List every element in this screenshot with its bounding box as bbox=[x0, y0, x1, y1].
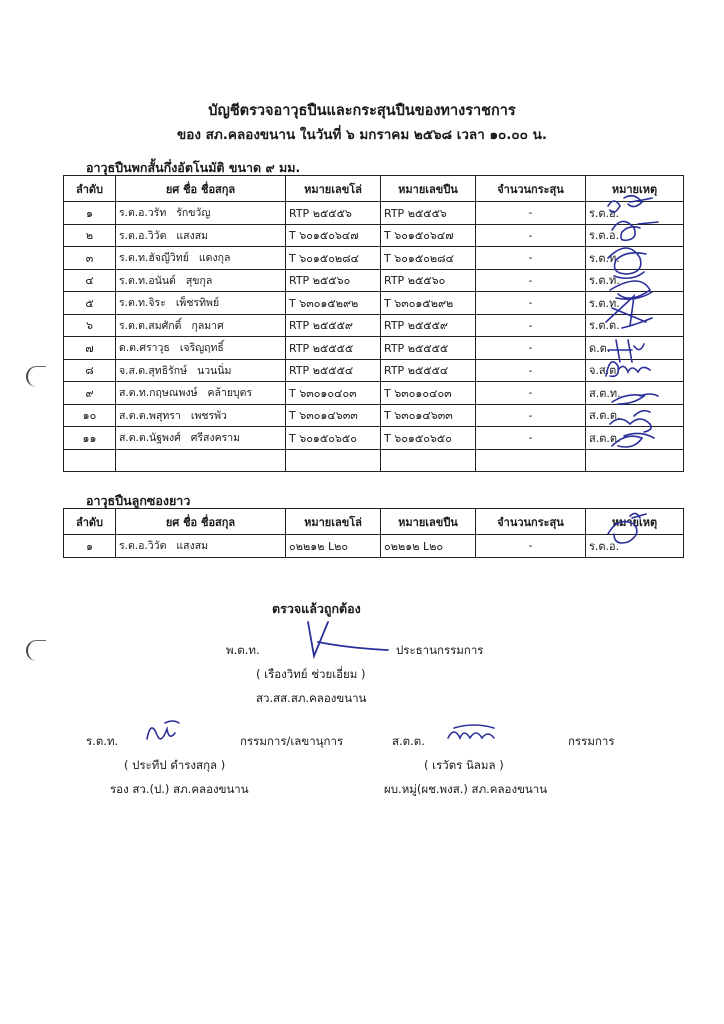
col-header-no: ลำดับ bbox=[64, 176, 116, 202]
row-shield-number: T ๖๓๐๑๐๔๐๓ bbox=[286, 382, 381, 405]
col-header-shield: หมายเลขโล่ bbox=[286, 509, 381, 535]
row-number: ๘ bbox=[64, 359, 116, 382]
row-name bbox=[116, 359, 286, 382]
row-rank-name: ร.ต.ต.สมศักดิ์ bbox=[119, 319, 182, 332]
row-number: ๔ bbox=[64, 269, 116, 292]
member-signature bbox=[440, 720, 510, 750]
row-note: ร.ต.ท. bbox=[586, 247, 684, 270]
empty-cell bbox=[476, 449, 586, 472]
col-header-ammo: จำนวนกระสุน bbox=[476, 509, 586, 535]
row-gun-number: T ๖๐๑๕๐๒๘๔ bbox=[381, 247, 476, 270]
row-rank-name: ส.ต.ต.นัฐพงศ์ bbox=[119, 432, 181, 445]
row-surname: รักขวัญ bbox=[176, 207, 211, 220]
col-header-shield: หมายเลขโล่ bbox=[286, 176, 381, 202]
row-ammo: - bbox=[476, 337, 586, 360]
row-name bbox=[116, 202, 286, 225]
row-number: ๑๑ bbox=[64, 427, 116, 450]
row-rank-name: ร.ต.ท.อนันต์ bbox=[119, 274, 176, 287]
row-gun-number: T ๖๐๑๕๐๖๔๗ bbox=[381, 224, 476, 247]
punch-hole-bottom bbox=[26, 640, 46, 661]
row-gun-number: ๐๒๒๑๒ L๒๐ bbox=[381, 535, 476, 558]
row-number: ๕ bbox=[64, 292, 116, 315]
row-ammo: - bbox=[476, 382, 586, 405]
col-header-gun: หมายเลขปืน bbox=[381, 509, 476, 535]
row-gun-number: RTP ๒๕๕๕๙ bbox=[381, 314, 476, 337]
row-note: ส.ต.ต. bbox=[586, 404, 684, 427]
col-header-gun: หมายเลขปืน bbox=[381, 176, 476, 202]
row-shield-number: RTP ๒๕๕๕๖ bbox=[286, 202, 381, 225]
table-row-empty bbox=[64, 449, 684, 472]
row-rank-name: ด.ต.ศราวุธ bbox=[119, 342, 170, 355]
row-ammo: - bbox=[476, 292, 586, 315]
row-rank-name: ร.ต.อ.วิวัต bbox=[119, 229, 167, 242]
row-note: ร.ต.อ. bbox=[586, 535, 684, 558]
col-header-name: ยศ ชื่อ ชื่อสกุล bbox=[116, 176, 286, 202]
row-surname: นวนนิ่ม bbox=[197, 364, 232, 377]
table-row bbox=[64, 535, 684, 558]
row-number: ๒ bbox=[64, 224, 116, 247]
row-gun-number: T ๖๓๐๑๕๒๙๒ bbox=[381, 292, 476, 315]
row-ammo: - bbox=[476, 202, 586, 225]
row-surname: เจริญฤทธิ์ bbox=[179, 342, 224, 355]
table-row bbox=[64, 337, 684, 360]
row-rank-name: ส.ต.ต.พสุทรา bbox=[119, 409, 181, 422]
row-note: จ.ส.ต. bbox=[586, 359, 684, 382]
row-name bbox=[116, 314, 286, 337]
row-gun-number: RTP ๒๕๕๕๖ bbox=[381, 202, 476, 225]
row-surname: แสงสม bbox=[176, 229, 209, 242]
table-row bbox=[64, 202, 684, 225]
row-gun-number: RTP ๒๕๕๕๕ bbox=[381, 337, 476, 360]
row-note: ร.ต.อ. bbox=[586, 224, 684, 247]
col-header-note: หมายเหตุ bbox=[586, 176, 684, 202]
row-ammo: - bbox=[476, 269, 586, 292]
row-number: ๖ bbox=[64, 314, 116, 337]
row-number: ๑ bbox=[64, 202, 116, 225]
secretary-rank: ร.ต.ท. bbox=[86, 734, 119, 748]
row-number: ๙ bbox=[64, 382, 116, 405]
table-row bbox=[64, 269, 684, 292]
empty-cell bbox=[381, 449, 476, 472]
chair-signature bbox=[268, 616, 398, 662]
table-header-row bbox=[64, 509, 684, 535]
row-shield-number: RTP ๒๕๕๕๕ bbox=[286, 337, 381, 360]
row-rank-name: ร.ต.ท.จิระ bbox=[119, 297, 166, 310]
row-number: ๓ bbox=[64, 247, 116, 270]
table-row bbox=[64, 292, 684, 315]
row-name bbox=[116, 224, 286, 247]
row-number: ๑๐ bbox=[64, 404, 116, 427]
empty-cell bbox=[64, 449, 116, 472]
secretary-position: รอง สว.(ป.) สภ.คลองขนาน bbox=[110, 782, 249, 796]
row-surname: สุขกุล bbox=[185, 274, 213, 287]
row-name bbox=[116, 269, 286, 292]
row-shield-number: T ๖๐๑๕๐๖๕๐ bbox=[286, 427, 381, 450]
row-name bbox=[116, 337, 286, 360]
row-ammo: - bbox=[476, 404, 586, 427]
row-shield-number: RTP ๒๕๕๕๔ bbox=[286, 359, 381, 382]
pistol-table bbox=[63, 175, 684, 472]
chair-rank: พ.ต.ท. bbox=[226, 643, 260, 657]
row-ammo: - bbox=[476, 314, 586, 337]
row-ammo: - bbox=[476, 359, 586, 382]
row-name bbox=[116, 292, 286, 315]
secretary-role: กรรมการ/เลขานุการ bbox=[240, 734, 344, 748]
row-surname: แดงกุล bbox=[198, 252, 231, 265]
row-name bbox=[116, 535, 286, 558]
row-ammo: - bbox=[476, 224, 586, 247]
row-shield-number: T ๖๐๑๕๐๒๘๔ bbox=[286, 247, 381, 270]
row-rank-name: ร.ต.ท.ฮัจญีวิทย์ bbox=[119, 252, 189, 265]
secretary-name: ( ประทีป ดำรงสกุล ) bbox=[124, 758, 226, 772]
row-gun-number: T ๖๓๐๑๐๔๐๓ bbox=[381, 382, 476, 405]
row-note: ร.ต.ต. bbox=[586, 314, 684, 337]
row-note: ร.ต.อ. bbox=[586, 202, 684, 225]
row-rank-name: จ.ส.ต.สุทธิรักษ์ bbox=[119, 364, 188, 377]
row-rank-name: ร.ต.อ.วรัท bbox=[119, 207, 167, 220]
row-surname: ศรีสงคราม bbox=[190, 432, 241, 445]
row-gun-number: RTP ๒๕๕๕๔ bbox=[381, 359, 476, 382]
verified-label: ตรวจแล้วถูกต้อง bbox=[272, 601, 361, 616]
row-ammo: - bbox=[476, 247, 586, 270]
row-note: ร.ต.ท. bbox=[586, 269, 684, 292]
member-name: ( เรวัตร นิลมล ) bbox=[424, 758, 504, 772]
row-shield-number: RTP ๒๕๕๕๙ bbox=[286, 314, 381, 337]
section1-heading: อาวุธปืนพกสั้นกึ่งอัตโนมัติ ขนาด ๙ มม. bbox=[86, 160, 301, 175]
row-gun-number: T ๖๓๐๑๔๖๓๓ bbox=[381, 404, 476, 427]
row-rank-name: ร.ต.อ.วิวัต bbox=[119, 540, 167, 553]
row-gun-number: RTP ๒๕๕๖๐ bbox=[381, 269, 476, 292]
row-note: ด.ต. bbox=[586, 337, 684, 360]
row-note: ส.ต.ต. bbox=[586, 427, 684, 450]
chair-position: สว.สส.สภ.คลองขนาน bbox=[256, 691, 367, 705]
row-shield-number: T ๖๓๐๑๔๖๓๓ bbox=[286, 404, 381, 427]
member-rank: ส.ต.ต. bbox=[392, 734, 425, 748]
row-shield-number: RTP ๒๕๕๖๐ bbox=[286, 269, 381, 292]
empty-cell bbox=[286, 449, 381, 472]
row-note: ส.ต.ท. bbox=[586, 382, 684, 405]
row-surname: กุลมาศ bbox=[191, 319, 224, 332]
document-title: บัญชีตรวจอาวุธปืนและกระสุนปืนของทางราชการ bbox=[208, 103, 516, 119]
row-note: ร.ต.ท. bbox=[586, 292, 684, 315]
secretary-signature bbox=[135, 713, 205, 753]
section2-heading: อาวุธปืนลูกซองยาว bbox=[86, 493, 191, 508]
shotgun-table bbox=[63, 508, 684, 558]
row-name bbox=[116, 247, 286, 270]
chair-name: ( เรืองวิทย์ ช่วยเอี่ยม ) bbox=[256, 667, 366, 681]
col-header-ammo: จำนวนกระสุน bbox=[476, 176, 586, 202]
punch-hole-top bbox=[26, 366, 46, 387]
row-shield-number: T ๖๓๐๑๕๒๙๒ bbox=[286, 292, 381, 315]
row-shield-number: ๐๒๒๑๒ L๒๐ bbox=[286, 535, 381, 558]
empty-cell bbox=[586, 449, 684, 472]
member-position: ผบ.หมู่(ผช.พงส.) สภ.คลองขนาน bbox=[384, 782, 548, 796]
row-name bbox=[116, 404, 286, 427]
col-header-no: ลำดับ bbox=[64, 509, 116, 535]
table-row bbox=[64, 247, 684, 270]
row-gun-number: T ๖๐๑๕๐๖๕๐ bbox=[381, 427, 476, 450]
table-row bbox=[64, 404, 684, 427]
row-number: ๑ bbox=[64, 535, 116, 558]
row-surname: คล้ายบุตร bbox=[207, 387, 253, 400]
row-number: ๗ bbox=[64, 337, 116, 360]
row-name bbox=[116, 427, 286, 450]
row-name bbox=[116, 382, 286, 405]
table-row bbox=[64, 314, 684, 337]
row-shield-number: T ๖๐๑๕๐๖๔๗ bbox=[286, 224, 381, 247]
table-row bbox=[64, 359, 684, 382]
empty-cell bbox=[116, 449, 286, 472]
col-header-name: ยศ ชื่อ ชื่อสกุล bbox=[116, 509, 286, 535]
member-role: กรรมการ bbox=[568, 734, 615, 748]
col-header-note: หมายเหตุ bbox=[586, 509, 684, 535]
row-ammo: - bbox=[476, 427, 586, 450]
row-surname: เพชรพัว bbox=[190, 409, 227, 422]
chair-role: ประธานกรรมการ bbox=[396, 643, 484, 657]
table-row bbox=[64, 382, 684, 405]
row-surname: เพ็ชรทิพย์ bbox=[175, 297, 220, 310]
table-row bbox=[64, 427, 684, 450]
row-ammo: - bbox=[476, 535, 586, 558]
table-row bbox=[64, 224, 684, 247]
table-header-row bbox=[64, 176, 684, 202]
row-surname: แสงสม bbox=[176, 540, 209, 553]
document-subtitle: ของ สภ.คลองขนาน ในวันที่ ๖ มกราคม ๒๕๖๘ เวลา ๑๐.๐๐ น. bbox=[177, 127, 547, 143]
row-rank-name: ส.ต.ท.กฤษณพงษ์ bbox=[119, 387, 198, 400]
